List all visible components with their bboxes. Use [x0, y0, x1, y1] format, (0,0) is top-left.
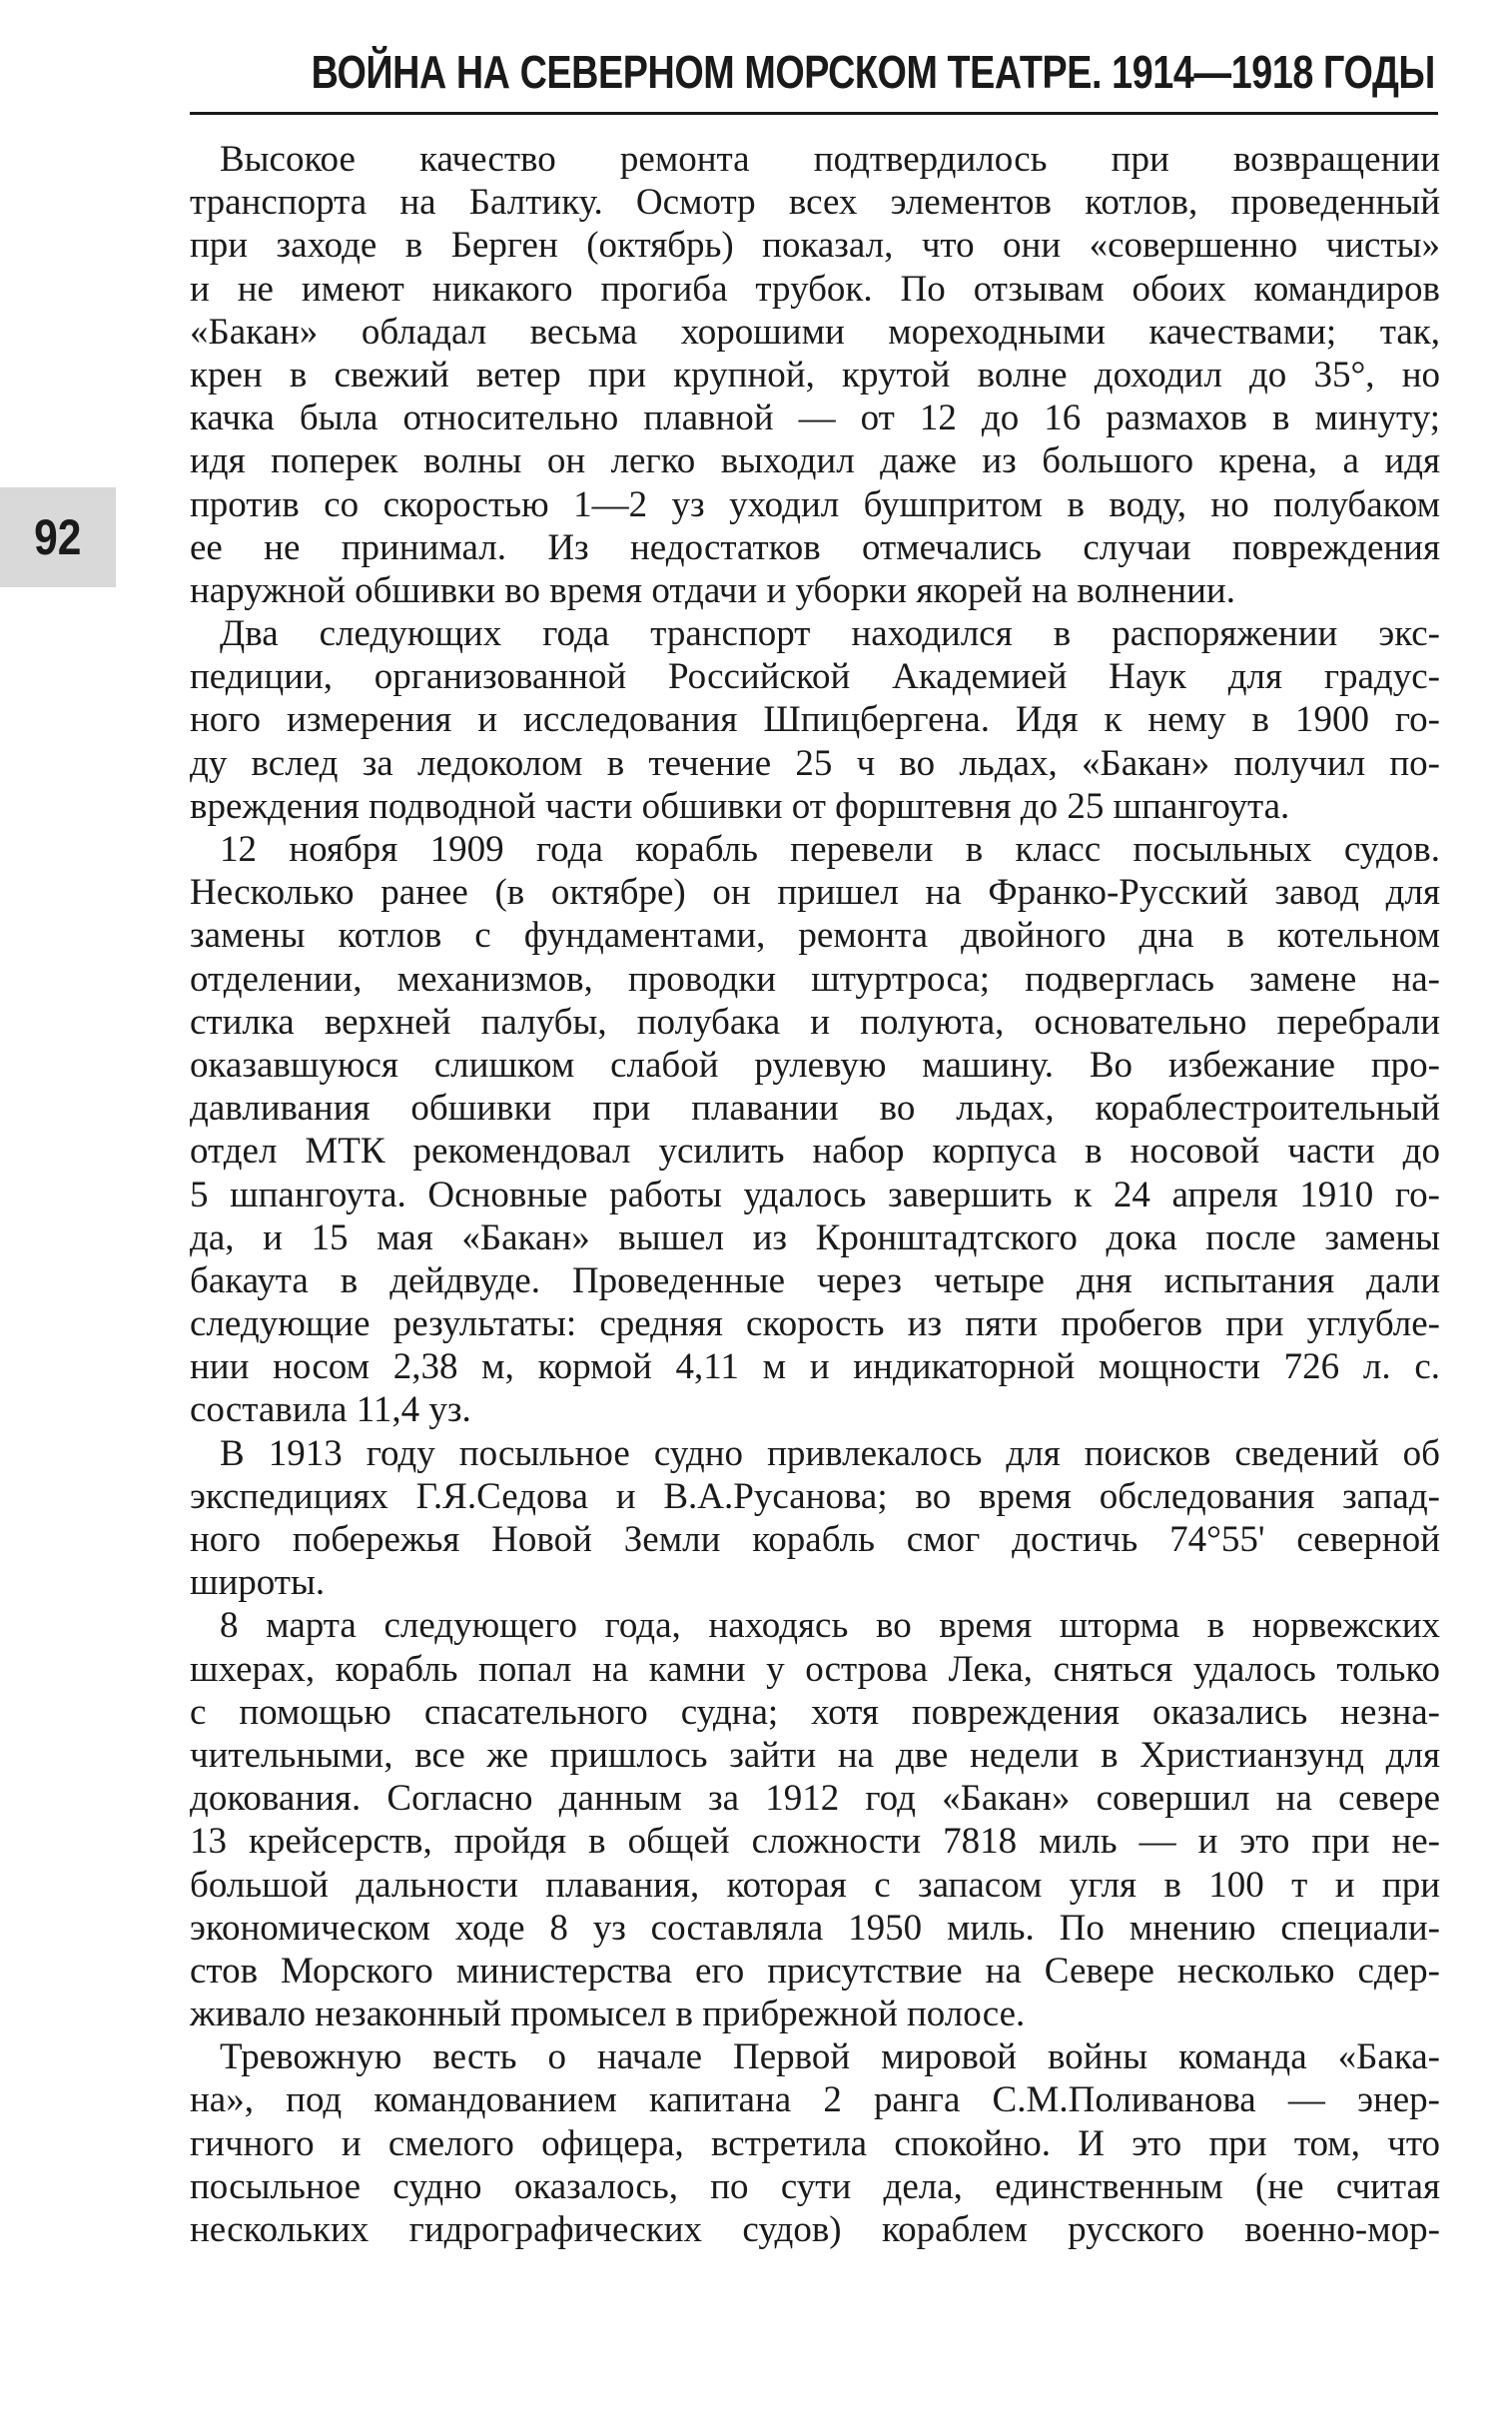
text-line: 5 шпангоута. Основные работы удалось завершить к 24 апреля 1910 го-: [190, 1174, 1440, 1215]
text-line: давливания обшивки при плавании во льдах, кораблестроительный: [190, 1088, 1440, 1130]
page-number: 92: [34, 509, 82, 565]
text-line: стилка верхней палубы, полубака и полуюта, основательно перебрали: [190, 1001, 1440, 1043]
text-line: Тревожную весть о начале Первой мировой войны команда «Бака-: [220, 2036, 1440, 2078]
text-line: экономическом ходе 8 уз составляла 1950 миль. По мнению специали-: [190, 1907, 1440, 1949]
text-line: педиции, организованной Российской Академией Наук для градус-: [190, 656, 1440, 698]
text-line: Два следующих года транспорт находился в распоряжении экс-: [220, 613, 1440, 655]
text-line: следующие результаты: средняя скорость из пяти пробегов при углубле-: [190, 1303, 1440, 1345]
text-line: составила 11,4 уз.: [190, 1389, 471, 1431]
text-line: идя поперек волны он легко выходил даже из большого крена, а идя: [190, 440, 1440, 482]
text-line: 8 марта следующего года, находясь во время шторма в норвежских: [220, 1605, 1440, 1647]
text-line: и не имеют никакого прогиба трубок. По отзывам обоих командиров: [190, 268, 1440, 310]
text-line: гичного и смелого офицера, встретила спокойно. И это при том, что: [190, 2122, 1440, 2164]
text-line: В 1913 году посыльное судно привлекалось для поисков сведений об: [220, 1432, 1440, 1474]
text-line: вреждения подводной части обшивки от форштевня до 25 шпангоута.: [190, 785, 1290, 827]
text-line: ее не принимал. Из недостатков отмечались случаи повреждения: [190, 526, 1440, 568]
text-line: экспедициях Г.Я.Седова и В.А.Русанова; во время обследования запад-: [190, 1475, 1440, 1517]
text-line: нии носом 2,38 м, кормой 4,11 м и индикаторной мощности 726 л. с.: [190, 1346, 1440, 1388]
text-line: широты.: [190, 1562, 326, 1604]
text-line: да, и 15 мая «Бакан» вышел из Кронштадтского дока после замены: [190, 1216, 1440, 1258]
text-line: качка была относительно плавной — от 12 до 16 размахов в минуту;: [190, 398, 1440, 439]
paragraph: [190, 1432, 1440, 1605]
text-line: 13 крейсерств, пройдя в общей сложности 7818 миль — и это при не-: [190, 1821, 1440, 1863]
text-line: отделении, механизмов, проводки штуртроса; подверглась замене на-: [190, 958, 1440, 1000]
text-line: «Бакан» обладал весьма хорошими мореходными качествами; так,: [190, 311, 1440, 353]
header-rule: [190, 112, 1438, 115]
text-line: ного измерения и исследования Шпицбергена. Идя к нему в 1900 го-: [190, 699, 1440, 741]
text-line: наружной обшивки во время отдачи и уборки якорей на волнении.: [190, 569, 1235, 611]
text-line: Несколько ранее (в октябре) он пришел на Франко-Русский завод для: [190, 872, 1440, 914]
text-line: шхерах, корабль попал на камни у острова Лека, сняться удалось только: [190, 1648, 1440, 1690]
text-line: против со скоростью 1—2 уз уходил бушпритом в воду, но полубаком: [190, 483, 1440, 525]
text-line: нескольких гидрографических судов) кораблем русского военно-мор-: [190, 2209, 1440, 2250]
text-line: докования. Согласно данным за 1912 год «Бакан» совершил на севере: [190, 1778, 1440, 1820]
text-line: замены котлов с фундаментами, ремонта двойного дна в котельном: [190, 915, 1440, 957]
text-line: транспорта на Балтику. Осмотр всех элементов котлов, проведенный: [190, 182, 1440, 224]
text-line: живало незаконный промысел в прибрежной полосе.: [190, 1994, 1026, 2035]
text-line: на», под командованием капитана 2 ранга С.М.Поливанова — энер-: [190, 2079, 1440, 2121]
paragraph: [190, 138, 1440, 612]
running-title: ВОЙНА НА СЕВЕРНОМ МОРСКОМ ТЕАТРЕ. 1914—1918 ГОДЫ: [311, 46, 1435, 98]
text-line: стов Морского министерства его присутствие на Севере несколько сдер-: [190, 1950, 1440, 1992]
text-line: оказавшуюся слишком слабой рулевую машину. Во избежание про-: [190, 1044, 1440, 1086]
paragraph: [190, 612, 1440, 828]
text-line: большой дальности плавания, которая с запасом угля в 100 т и при: [190, 1864, 1440, 1906]
paragraph: [190, 1604, 1440, 2035]
text-line: чительными, все же пришлось зайти на две недели в Христианзунд для: [190, 1734, 1440, 1776]
text-line: ного побережья Новой Земли корабль смог достичь 74°55' северной: [190, 1519, 1440, 1560]
text-line: ду вслед за ледоколом в течение 25 ч во льдах, «Бакан» получил по-: [190, 742, 1440, 784]
text-line: отдел МТК рекомендовал усилить набор корпуса в носовой части до: [190, 1131, 1440, 1173]
text-line: крен в свежий ветер при крупной, крутой волне доходил до 35°, но: [190, 354, 1440, 396]
text-line: при заходе в Берген (октябрь) показал, что они «совершенно чисты»: [190, 225, 1440, 267]
text-line: 12 ноября 1909 года корабль перевели в класс посыльных судов.: [220, 829, 1440, 870]
body-text: [190, 138, 1440, 2251]
text-line: Высокое качество ремонта подтвердилось при возвращении: [220, 139, 1440, 180]
text-line: с помощью спасательного судна; хотя повреждения оказались незна-: [190, 1691, 1440, 1733]
text-line: посыльное судно оказалось, по сути дела, единственным (не считая: [190, 2165, 1440, 2207]
text-line: бакаута в дейдвуде. Проведенные через четыре дня испытания дали: [190, 1259, 1440, 1301]
page-number-tab: [0, 487, 116, 587]
paragraph: [190, 2035, 1440, 2251]
paragraph: [190, 828, 1440, 1432]
